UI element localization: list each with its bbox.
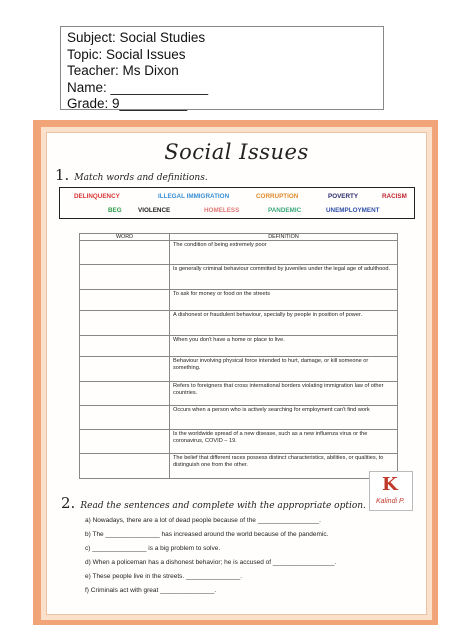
word-unemployment: UNEMPLOYMENT (326, 207, 380, 214)
word-racism: RACISM (382, 193, 407, 200)
word-answer-cell[interactable] (80, 336, 170, 357)
table-row (80, 430, 398, 454)
header-info-box (60, 26, 384, 110)
word-pandemic: PANDEMIC (268, 207, 302, 214)
table-row (80, 311, 398, 336)
table-row (80, 357, 398, 382)
definition-cell: The belief that different races possess distinct characteristics, abilities, or qualities, to distinguish one from the other. (170, 454, 398, 479)
topic-line: Topic: Social Issues (67, 46, 186, 62)
word-corruption: CORRUPTION (256, 193, 299, 200)
table-row (80, 382, 398, 406)
table-row (80, 241, 398, 265)
table-row (80, 406, 398, 430)
author-logo (369, 471, 413, 511)
word-beg: BEG (108, 207, 122, 214)
definition-cell: Behaviour involving physical force intended to hurt, damage, or kill someone or something. (170, 357, 398, 382)
word-answer-cell[interactable] (80, 382, 170, 406)
word-answer-cell[interactable] (80, 430, 170, 454)
definition-cell: A dishonest or fraudulent behaviour, specially by people in position of power. (170, 311, 398, 336)
matching-table (79, 233, 398, 479)
table-row (80, 336, 398, 357)
word-answer-cell[interactable] (80, 454, 170, 479)
teacher-line: Teacher: Ms Dixon (67, 63, 179, 78)
section1-heading (55, 165, 208, 184)
sentence-e: e) These people live in the streets. _______________. (85, 573, 243, 580)
word-illegal-immigration: ILLEGAL IMMIGRATION (158, 193, 230, 200)
word-delinquency: DELINQUENCY (74, 193, 120, 200)
word-answer-cell[interactable] (80, 265, 170, 290)
definition-cell: Occurs when a person who is actively searching for employment can't find work (170, 406, 398, 430)
subject-line: Subject: Social Studies (67, 30, 206, 45)
section1-number: 1. (55, 166, 70, 184)
table-header-row (80, 234, 398, 241)
table-row (80, 290, 398, 311)
word-answer-cell[interactable] (80, 241, 170, 265)
section2-number: 2. (61, 494, 76, 512)
definition-cell: Is the worldwide spread of a new disease, such as a new influenza virus or the coronavirus, COVID – 19. (170, 430, 398, 454)
word-answer-cell[interactable] (80, 357, 170, 382)
definition-cell: To ask for money or food on the streets (170, 290, 398, 311)
sentence-c: c) _______________ is a big problem to solve. (85, 545, 221, 552)
logo-letter: K (382, 474, 398, 495)
definition-cell: Refers to foreigners that cross international borders violating immigration law of other countries. (170, 382, 398, 406)
section1-text: Match words and definitions. (74, 173, 208, 183)
sentence-b: b) The _______________ has increased around the world because of the pandemic. (85, 531, 329, 538)
sentence-f: f) Criminals act with great _______________. (85, 587, 217, 594)
definition-cell: Is generally criminal behaviour committed by juveniles under the legal age of adulthood. (170, 265, 398, 290)
definition-column-header: DEFINITION (170, 234, 398, 241)
table-row (80, 265, 398, 290)
word-column-header: WORD (80, 234, 170, 241)
word-answer-cell[interactable] (80, 290, 170, 311)
word-violence: VIOLENCE (138, 207, 171, 214)
word-bank (59, 187, 415, 219)
sentence-a: a) Nowadays, there are a lot of dead people because of the _________________. (85, 517, 321, 524)
word-answer-cell[interactable] (80, 406, 170, 430)
table-row (80, 454, 398, 479)
logo-signature: Kalindi P. (376, 498, 405, 505)
grade-line: Grade: 9_________ (67, 96, 188, 111)
section2-heading (61, 493, 366, 512)
word-answer-cell[interactable] (80, 311, 170, 336)
definition-cell: When you don't have a home or place to live. (170, 336, 398, 357)
name-line: Name: _____________ (67, 79, 209, 95)
worksheet (46, 132, 427, 615)
word-poverty: POVERTY (328, 193, 359, 200)
sentence-d: d) When a policeman has a dishonest behavior; he is accused of _________________. (85, 559, 337, 566)
section2-text: Read the sentences and complete with the appropriate option. (80, 501, 366, 511)
definition-cell: The condition of being extremely poor (170, 241, 398, 265)
word-homeless: HOMELESS (204, 207, 240, 214)
worksheet-title: Social Issues (164, 140, 309, 164)
